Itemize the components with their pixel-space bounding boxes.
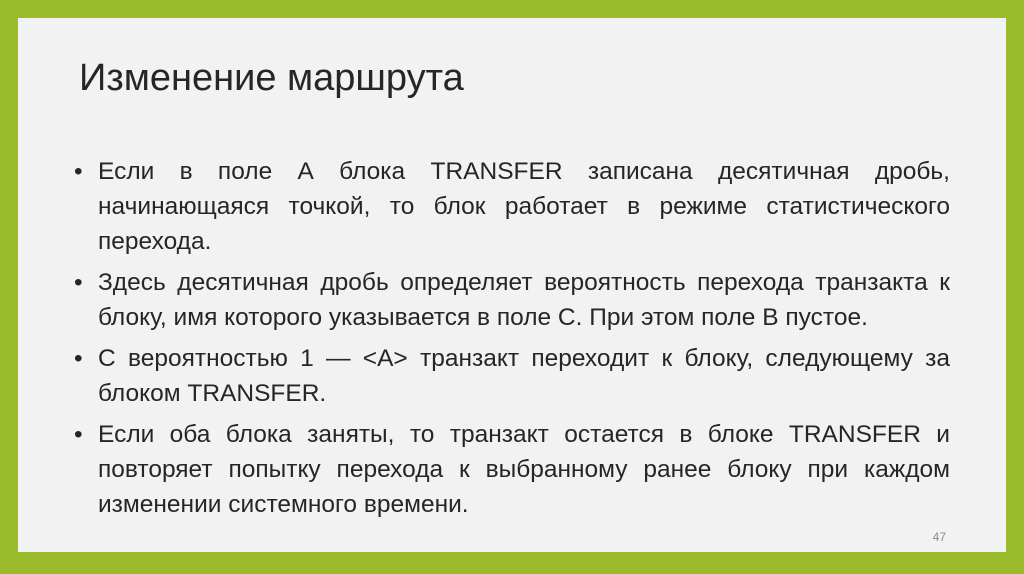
bullet-dot: • xyxy=(74,158,83,185)
bullet-text: С вероятностью 1 — <A> транзакт переходит к блоку, следующему за блоком TRANSFER. xyxy=(98,345,950,407)
bullet-item xyxy=(74,341,950,411)
bullet-text: Здесь десятичная дробь определяет вероятность перехода транзакта к блоку, имя которого указывается в поле С. При этом поле В пустое. xyxy=(98,269,950,331)
page-number: 47 xyxy=(932,530,946,544)
bullet-item xyxy=(74,417,950,522)
bullet-list xyxy=(74,154,950,528)
bullet-dot: • xyxy=(74,421,83,448)
bullet-text: Если в поле А блока TRANSFER записана десятичная дробь, начинающаяся точкой, то блок работает в режиме статистического перехода. xyxy=(98,158,950,255)
bullet-item xyxy=(74,265,950,335)
bullet-item xyxy=(74,154,950,259)
bullet-dot: • xyxy=(74,269,83,296)
bullet-text: Если оба блока заняты, то транзакт остается в блоке TRANSFER и повторяет попытку перехода к выбранному ранее блоку при каждом изменении системного времени. xyxy=(98,421,950,518)
slide-title: Изменение маршрута xyxy=(79,57,464,99)
bullet-dot: • xyxy=(74,345,83,372)
slide xyxy=(18,18,1006,552)
